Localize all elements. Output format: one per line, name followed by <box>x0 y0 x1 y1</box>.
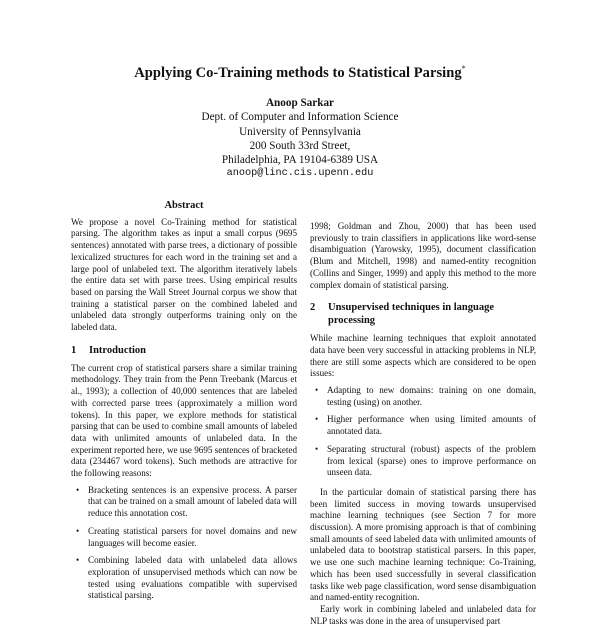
section-2-bullet-list <box>310 385 536 479</box>
section-2-heading <box>310 301 536 327</box>
section-2-paragraph: While machine learning techniques that exploit annotated data have been very successful in attacking problems in NLP, there are still some aspects which are considered to be open issues: <box>310 333 536 379</box>
left-column <box>71 200 297 608</box>
list-item: • Combining labeled data with unlabeled data allows exploration of unsupervised methods which can now be tested using evaluations compatible with supervised statistical parsing. <box>71 555 297 602</box>
author-block <box>0 96 600 182</box>
title-footnote-mark: * <box>461 64 466 73</box>
list-item: • Adapting to new domains: training on one domain, testing (using) on another. <box>310 385 536 408</box>
right-column <box>310 221 536 627</box>
list-item: • Higher performance when using limited amounts of annotated data. <box>310 414 536 437</box>
section-1-title: Introduction <box>89 344 146 356</box>
author-street: 200 South 33rd Street, <box>249 139 351 152</box>
section-2-title: Unsupervised techniques in language processing <box>328 302 494 327</box>
paper-title <box>0 64 600 82</box>
list-item: • Creating statistical parsers for novel domains and new languages will become easier. <box>71 526 297 549</box>
abstract-text: We propose a novel Co-Training method for statistical parsing. The algorithm takes as input a small corpus (9695 sentences) annotated with parse trees, a dictionary of possible lexicalized structures for each word in the training set and a large pool of unlabeled text. The algorithm iteratively labels the entire data set with parse trees. Using empirical results based on parsing the Wall Street Journal corpus we show that training a statistical parser on the combined labeled and unlabeled data strongly outperforms training only on the labeled data. <box>71 216 297 333</box>
author-dept: Dept. of Computer and Information Science <box>201 111 399 124</box>
section-2-paragraph-2: In the particular domain of statistical parsing there has been limited success in moving towards unsupervised machine learning techniques (see Section 7 for more discussion). A more promising approach is that of combining small amounts of seed labeled data with unlimited amounts of unlabeled data to bootstrap statistical parsers. In this paper, we use one such machine learning technique: Co-Training, which has been used successfully in several classification tasks like web page classification, word sense disambiguation and named-entity recognition. <box>310 486 536 603</box>
list-item: • Separating structural (robust) aspects of the problem from lexical (sparse) ones to improve performance on unseen data. <box>310 444 536 479</box>
abstract-heading: Abstract <box>164 200 204 211</box>
author-city: Philadelphia, PA 19104-6389 USA <box>221 154 379 167</box>
section-1-heading <box>71 344 297 357</box>
author-university: University of Pennsylvania <box>239 125 361 138</box>
intro-bullet-list <box>71 485 297 602</box>
author-email: anoop@linc.cis.upenn.edu <box>226 168 374 180</box>
section-2-number: 2 <box>310 302 316 314</box>
intro-paragraph: The current crop of statistical parsers share a similar training methodology. They train from the Penn Treebank (Marcus et al., 1993); a collection of 40,000 sentences that are labeled with corrected parse trees (approximately a million word tokens). In this paper, we explore methods for statistical parsing that can be used to combine small amounts of labeled data with unlimited amounts of unlabeled data. In the experiment reported here, we use 9695 sentences of bracketed data (234467 word tokens). Such methods are attractive for the following reasons: <box>71 362 297 479</box>
list-item: • Bracketing sentences is an expensive process. A parser that can be trained on a small amount of labeled data will reduce this annotation cost. <box>71 485 297 520</box>
section-2-paragraph-3: Early work in combining labeled and unlabeled data for NLP tasks was done in the area of unsupervised part <box>310 603 536 626</box>
section-1-number: 1 <box>71 344 77 356</box>
author-name: Anoop Sarkar <box>265 97 335 109</box>
intro-continuation: 1998; Goldman and Zhou, 2000) that has been used previously to train classifiers in applications like word-sense disambiguation (Yarowsky, 1995), document classification (Blum and Mitchell, 1998) and named-entity recognition (Collins and Singer, 1999) and apply this method to the more complex domain of statistical parsing. <box>310 221 536 290</box>
paper-title-text: Applying Co-Training methods to Statistical Parsing <box>134 65 462 81</box>
